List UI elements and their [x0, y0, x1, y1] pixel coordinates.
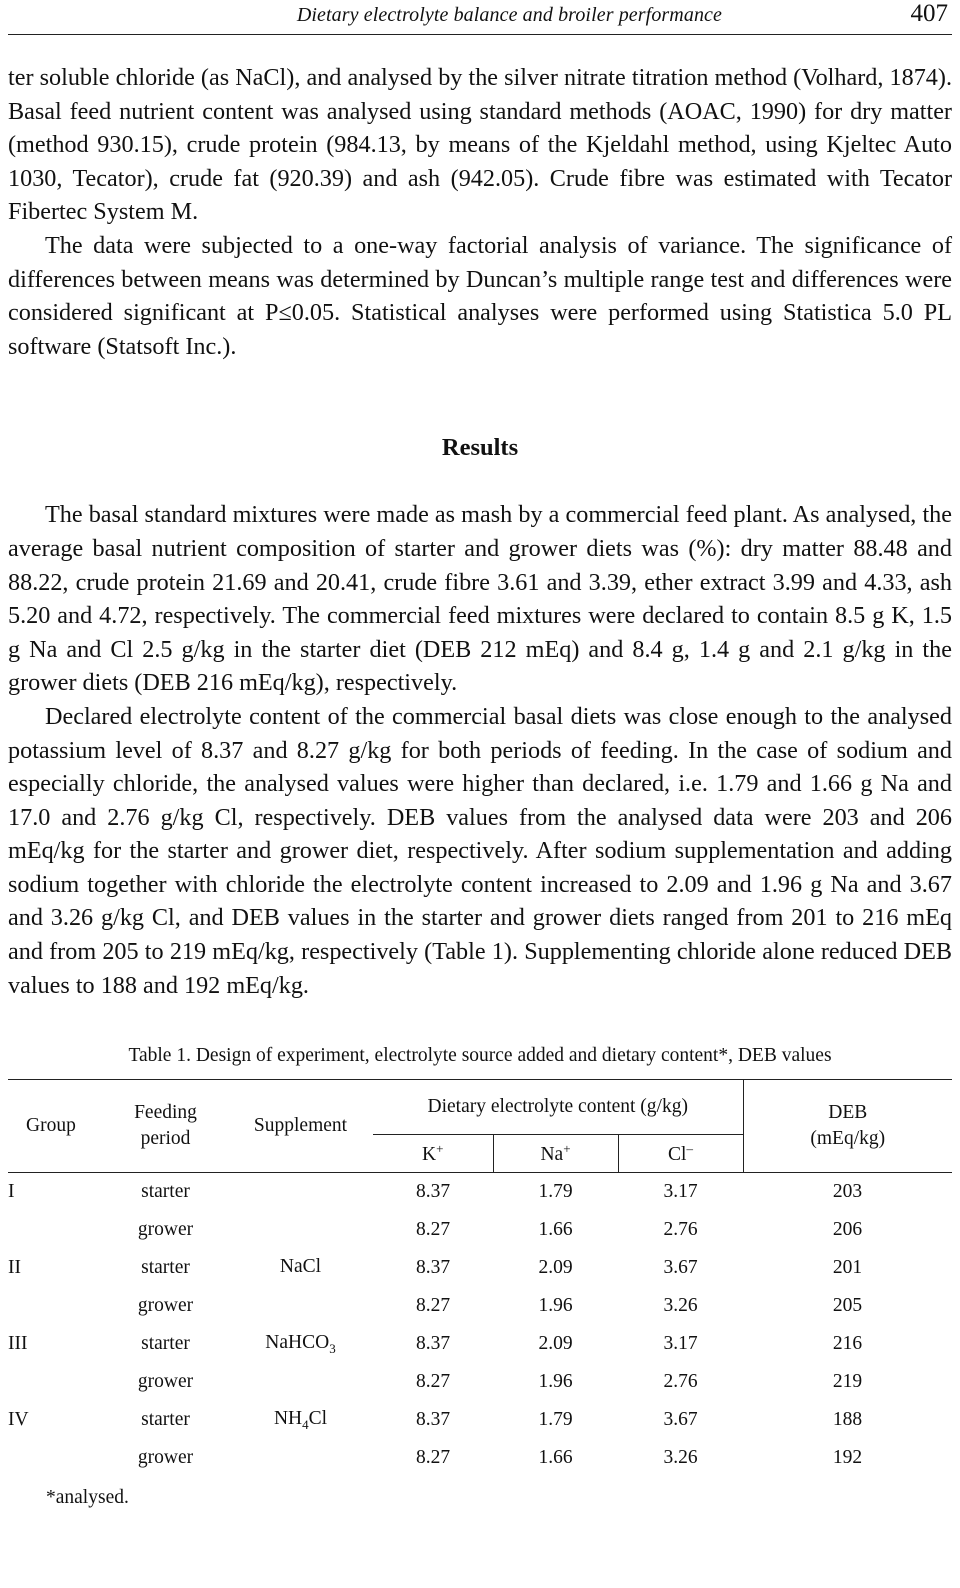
cell-sodium: 1.66 — [538, 1447, 573, 1469]
cell-deb: 205 — [832, 1295, 863, 1317]
table-row — [8, 1173, 952, 1212]
cell-supplement: NaCl — [279, 1255, 322, 1277]
table-body — [8, 1173, 952, 1478]
cell-sodium: 1.79 — [538, 1181, 573, 1203]
cell-deb: 203 — [832, 1181, 863, 1203]
table-row — [8, 1211, 952, 1249]
cell-potassium: 8.27 — [415, 1447, 451, 1469]
cell-feeding-period: starter — [141, 1181, 190, 1203]
cell-supplement — [228, 1173, 373, 1212]
table-row — [8, 1363, 952, 1401]
cell-supplement — [228, 1211, 373, 1249]
cell-sodium: 1.79 — [538, 1409, 573, 1431]
cell-supplement — [228, 1439, 373, 1477]
cell-feeding-period: starter — [141, 1257, 190, 1279]
table-row — [8, 1439, 952, 1477]
cell-group — [8, 1287, 103, 1325]
cell-group: I — [8, 1181, 15, 1203]
cell-potassium: 8.37 — [415, 1333, 451, 1355]
cell-supplement: $NH_4Cl$ — [273, 1407, 328, 1432]
experiment-design-table — [8, 1079, 952, 1477]
cell-feeding-period: starter — [141, 1409, 190, 1431]
cell-potassium: 8.37 — [415, 1181, 451, 1203]
cell-deb: 216 — [832, 1333, 863, 1355]
methods-paragraph-statistics: The data were subjected to a one-way factorial analysis of variance. The significance of differences between means was determined by Duncan’s multiple range test and differences were considered significant at P≤0.05. Statistical analyses were performed using Statistica 5.0 PL software (Statsoft Inc.). — [8, 231, 952, 360]
header-deb: DEB (mEq/kg) — [743, 1080, 952, 1173]
cell-supplement — [228, 1287, 373, 1325]
cell-supplement: NaHCO$_3$ — [265, 1331, 336, 1356]
cell-feeding-period: grower — [137, 1295, 194, 1317]
cell-feeding-period: starter — [141, 1333, 190, 1355]
cell-chloride: 3.26 — [663, 1295, 698, 1317]
header-group: Group — [8, 1080, 103, 1173]
table-caption: Table 1. Design of experiment, electrolyte source added and dietary content*, DEB values — [128, 1045, 832, 1067]
cell-potassium: 8.37 — [415, 1257, 451, 1279]
cell-chloride: 2.76 — [663, 1219, 698, 1241]
table-row — [8, 1401, 952, 1439]
cell-deb: 192 — [832, 1447, 863, 1469]
cell-group — [8, 1211, 103, 1249]
journal-page — [8, 0, 952, 1511]
table-row — [8, 1249, 952, 1287]
results-heading: Results — [441, 434, 519, 462]
cell-group: III — [8, 1333, 28, 1355]
header-dietary-electrolyte-content: Dietary electrolyte content (g/kg) — [373, 1080, 743, 1135]
cell-group: IV — [8, 1409, 29, 1431]
running-title: Dietary electrolyte balance and broiler performance — [296, 4, 722, 26]
cell-chloride: 3.17 — [663, 1181, 698, 1203]
table-row — [8, 1287, 952, 1325]
header-potassium: K+ — [373, 1135, 493, 1173]
table-row — [8, 1325, 952, 1363]
cell-deb: 206 — [832, 1219, 863, 1241]
page-number: 407 — [910, 0, 948, 27]
cell-feeding-period: grower — [137, 1219, 194, 1241]
cell-feeding-period: grower — [137, 1371, 194, 1393]
cell-chloride: 3.67 — [663, 1257, 698, 1279]
cell-deb: 219 — [832, 1371, 863, 1393]
cell-sodium: 1.96 — [538, 1371, 573, 1393]
header-sodium: Na+ — [493, 1135, 618, 1173]
cell-chloride: 3.67 — [663, 1409, 698, 1431]
cell-potassium: 8.27 — [415, 1295, 451, 1317]
methods-paragraph-continued: ter soluble chloride (as NaCl), and analysed by the silver nitrate titration method (Volhard, 1874). Basal feed nutrient content was analysed using standard methods (AOAC, 1990) for dry matter (method 930.15), crude protein (984.13, by means of the Kjeldahl method, using Kjeltec Auto 1030, Tecator), crude fat (920.39) and ash (942.05). Crude fibre was estimated with Tecator Fibertec System M. — [8, 64, 952, 226]
cell-group — [8, 1439, 103, 1477]
cell-deb: 201 — [832, 1257, 863, 1279]
cell-chloride: 3.17 — [663, 1333, 698, 1355]
cell-potassium: 8.37 — [415, 1409, 451, 1431]
cell-sodium: 1.66 — [538, 1219, 573, 1241]
header-supplement: Supplement — [228, 1080, 373, 1173]
header-chloride: Cl– — [618, 1135, 743, 1173]
cell-potassium: 8.27 — [415, 1219, 451, 1241]
cell-deb: 188 — [832, 1409, 863, 1431]
table-footnote: *analysed. — [46, 1487, 129, 1509]
results-paragraph-composition: The basal standard mixtures were made as mash by a commercial feed plant. As analysed, the average basal nutrient composition of starter and grower diets was (%): dry matter 88.48 and 88.22, crude protein 21.69 and 20.41, crude fibre 3.61 and 3.39, ether extract 3.99 and 4.33, ash 5.20 and 4.72, respectively. The commercial feed mixtures were declared to contain 8.5 g K, 1.5 g Na and Cl 2.5 g/kg in the starter diet (DEB 212 mEq) and 8.4 g, 1.4 g and 2.1 g/kg in the grower diets (DEB 216 mEq/kg), respectively. — [8, 501, 952, 697]
cell-sodium: 2.09 — [538, 1257, 573, 1279]
cell-chloride: 3.26 — [663, 1447, 698, 1469]
cell-supplement — [228, 1363, 373, 1401]
running-header — [8, 0, 952, 35]
cell-sodium: 1.96 — [538, 1295, 573, 1317]
header-feeding-period: Feeding period — [103, 1080, 228, 1173]
cell-group — [8, 1363, 103, 1401]
cell-potassium: 8.27 — [415, 1371, 451, 1393]
results-paragraph-electrolytes: Declared electrolyte content of the commercial basal diets was close enough to the analysed potassium level of 8.37 and 8.27 g/kg for both periods of feeding. In the case of sodium and especially chloride, the analysed values were higher than declared, i.e. 1.79 and 1.66 g Na and 17.0 and 2.76 g/kg Cl, respectively. DEB values from the analysed data were 203 and 206 mEq/kg for the starter and grower diet, respectively. After sodium supplementation and adding sodium together with chloride the electrolyte content increased to 2.09 and 1.96 g Na and 3.67 and 3.26 g/kg Cl, and DEB values in the starter and grower diets ranged from 201 to 216 mEq and from 205 to 219 mEq/kg, respectively (Table 1). Supplementing chloride alone reduced DEB values to 188 and 192 mEq/kg. — [8, 702, 952, 999]
cell-feeding-period: grower — [137, 1447, 194, 1469]
cell-chloride: 2.76 — [663, 1371, 698, 1393]
cell-group: II — [8, 1257, 21, 1279]
cell-sodium: 2.09 — [538, 1333, 573, 1355]
